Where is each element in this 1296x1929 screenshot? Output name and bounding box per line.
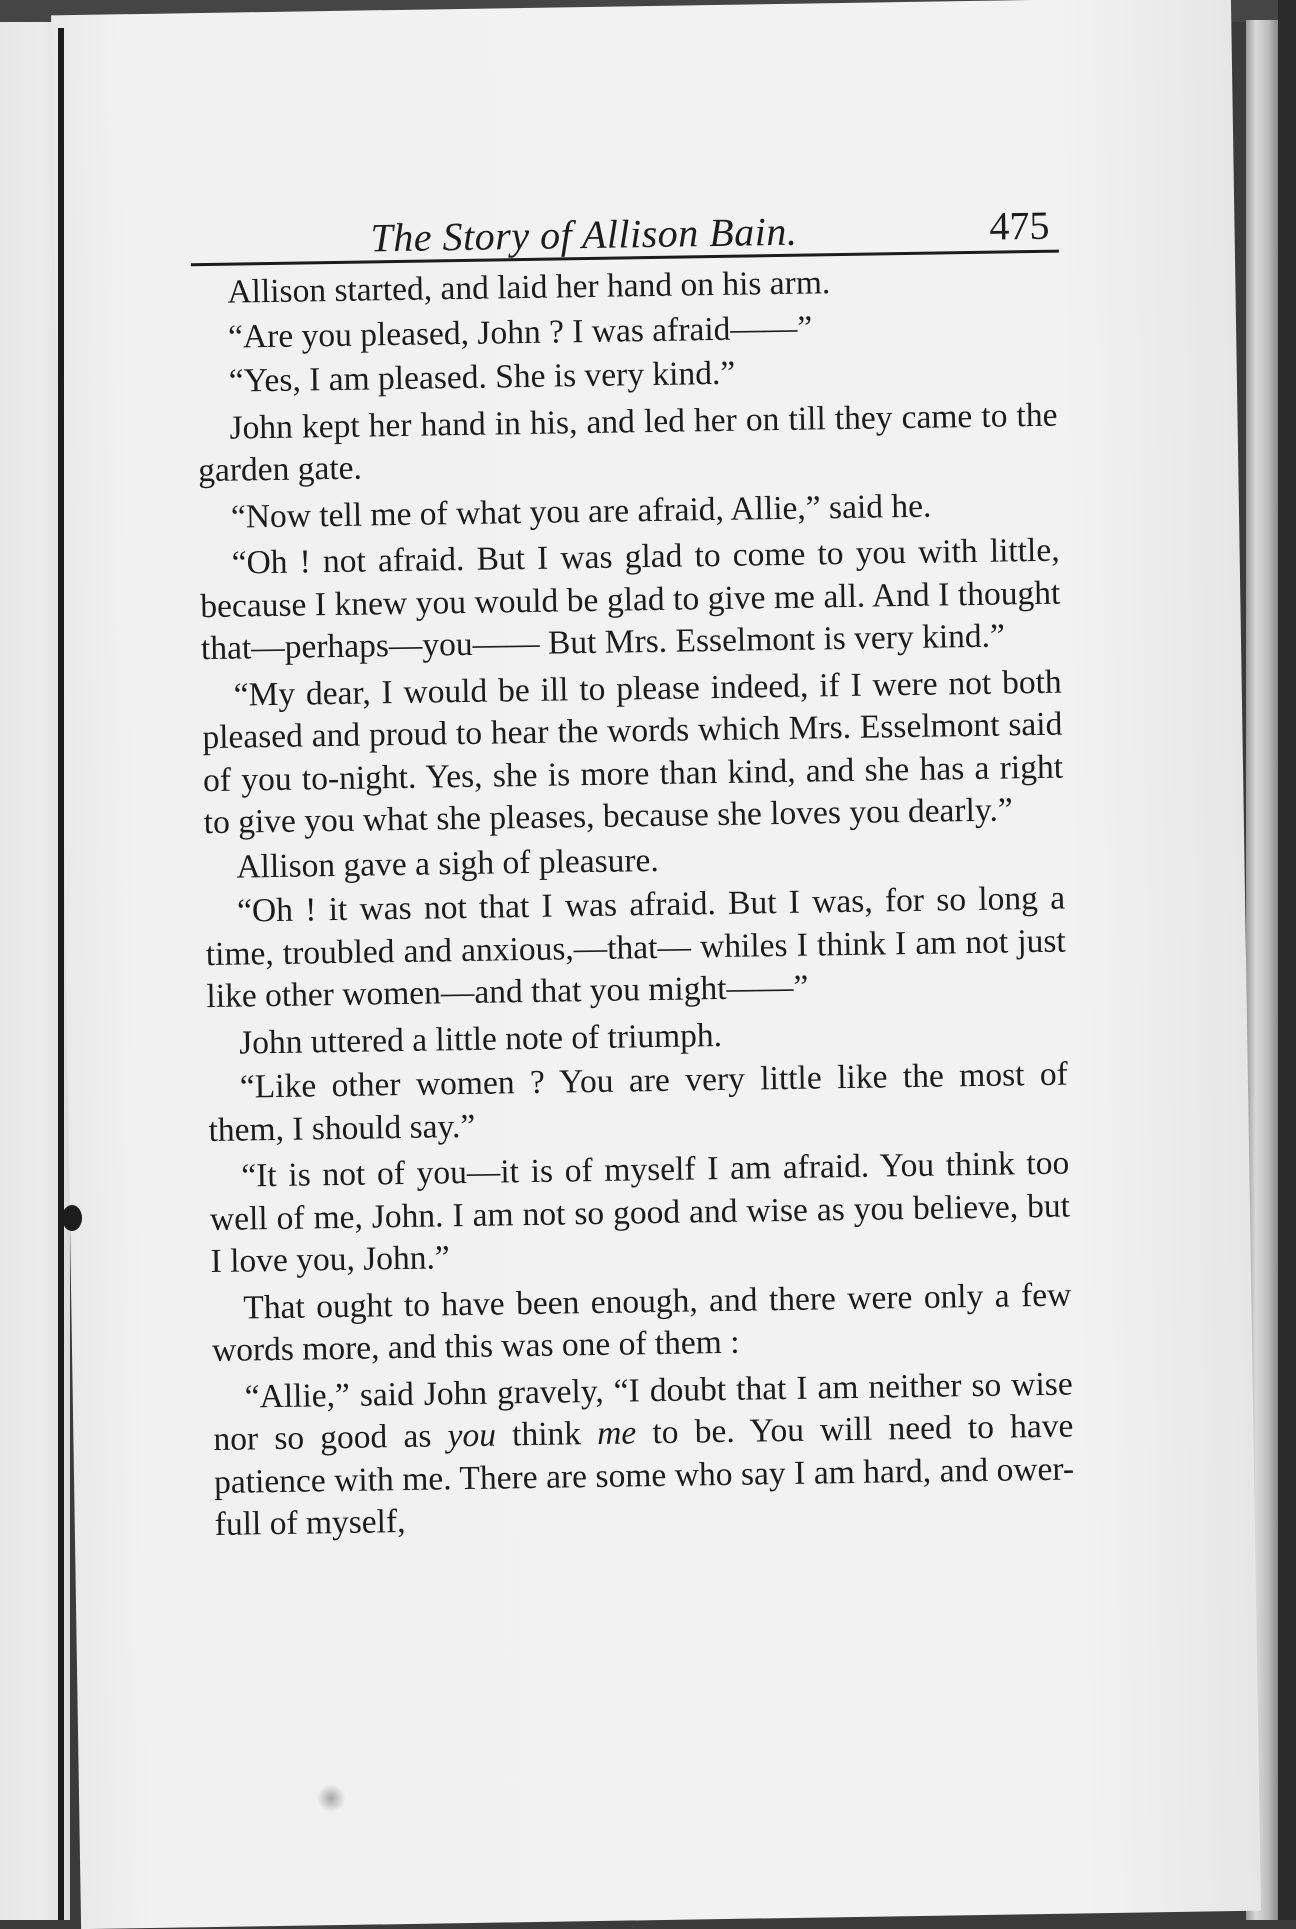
ink-smudge xyxy=(317,1783,345,1813)
binding-thread xyxy=(62,1205,82,1231)
running-head-title: The Story of Allison Bain. xyxy=(370,208,798,261)
paragraph: “Oh ! not afraid. But I was glad to come to you with little, because I knew you would be glad to give me all. And I thought that—perhaps—you—— But Mrs. Esselmont is very kind.” xyxy=(200,531,1061,668)
paragraph: “Oh ! it was not that I was afraid. But I was, for so long a time, troubled and anxious,—that— whiles I think I am not just like other women—and that you might——” xyxy=(205,879,1066,1016)
paragraph-text: think xyxy=(495,1414,598,1454)
paragraph: That ought to have been enough, and there were only a few words more, and this was one of them : xyxy=(211,1276,1072,1370)
book-page xyxy=(51,0,1261,1929)
paragraph-last xyxy=(212,1363,1075,1546)
paragraph: “Yes, I am pleased. She is very kind.” xyxy=(228,354,736,400)
paragraph: “Now tell me of what you are afraid, Allie,” said he. xyxy=(230,487,932,536)
paragraph: “It is not of you—it is of myself I am afraid. You think too well of me, John. I am not so good and wise as you believe, but I love you, John.” xyxy=(209,1144,1071,1281)
paragraph-text: “Allie,” said John gravely, “I doubt that I am neither so wise nor so good as xyxy=(213,1365,1073,1459)
paragraph: John uttered a little note of triumph. xyxy=(238,1016,723,1062)
page-number: 475 xyxy=(989,202,1050,249)
scan-border-right xyxy=(1278,0,1296,1920)
paragraph: Allison gave a sigh of pleasure. xyxy=(236,841,660,886)
page-text-block xyxy=(194,190,1075,1547)
paragraph: “Are you pleased, John ? I was afraid——” xyxy=(227,308,813,356)
book-gutter xyxy=(58,28,64,1920)
paragraph-text: to be. You will need to have patience with me. There are some who say I am hard, and ower-full of myself, xyxy=(213,1407,1075,1543)
paragraph: John kept her hand in his, and led her on till they came to the garden gate. xyxy=(197,396,1058,490)
paragraph: Allison started, and laid her hand on his arm. xyxy=(227,264,831,311)
paragraph: “Like other women ? You are very little like the most of them, I should say.” xyxy=(208,1055,1069,1149)
paragraph: “My dear, I would be ill to please indeed, if I were not both pleased and proud to hear the words which Mrs. Esselmont said of you to-night. Yes, she is more than kind, and she has a right to give you what she pleases, because she loves you dearly.” xyxy=(202,663,1064,842)
emphasis-me: me xyxy=(596,1414,637,1452)
emphasis-you: you xyxy=(447,1416,497,1455)
